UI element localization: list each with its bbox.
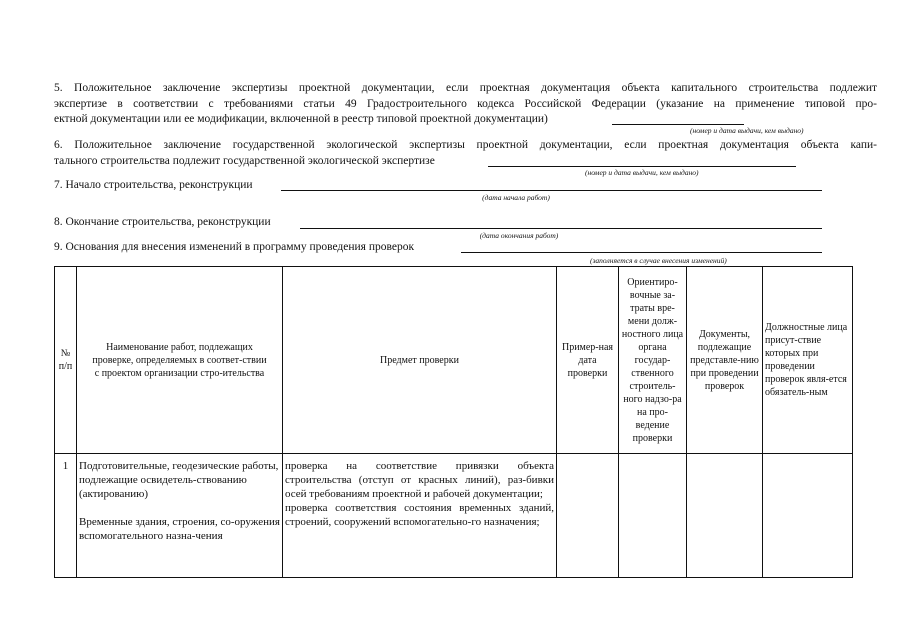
item9-label: 9. Основания для внесения изменений в программу проведения проверок	[54, 241, 415, 253]
row1-time-cell[interactable]	[619, 454, 687, 578]
header-subject: Предмет проверки	[283, 267, 557, 454]
row1-works	[77, 454, 283, 578]
row1-officials-cell[interactable]	[763, 454, 853, 578]
item6-blank-line[interactable]	[488, 166, 796, 167]
item9-blank-line[interactable]	[461, 252, 822, 253]
item5-line2: экспертизе в соответствии с требованиями статьи 49 Градостроительного кодекса Российской Федерации (указание на применение типовой про-	[54, 98, 877, 110]
item9-caption: (заполняется в случае внесения изменений)	[590, 256, 727, 265]
header-date: Пример-ная дата проверки	[557, 267, 619, 454]
row1-num: 1	[55, 454, 77, 578]
row1-docs-cell[interactable]	[687, 454, 763, 578]
row1-subject-binding: проверка на соответствие привязки объекта строительства (отступ от красных линий), раз-бивки осей требованиям проектной и рабочей документации;	[285, 460, 554, 500]
row1-subject-temporary: проверка соответствия состояния временных зданий, строений, сооружений вспомогательно-го назначения;	[285, 502, 554, 528]
header-num: № п/п	[55, 267, 77, 454]
header-time-costs: Ориентиро-вочные за-траты вре-мени долж-ностного лица органа государ-ственного строитель-ного надзо-ра на про-ведение проверки	[619, 267, 687, 454]
header-works: Наименование работ, подлежащих проверке, определяемых в соответ-ствии с проектом организации стро-ительства	[77, 267, 283, 454]
item5-line1: 5. Положительное заключение экспертизы проектной документации, если проектная документация объекта капитального строительства подлежит	[54, 82, 877, 94]
item6-line2: тального строительства подлежит государственной экологической экспертизе	[54, 155, 435, 167]
item5-caption: (номер и дата выдачи, кем выдано)	[690, 126, 804, 135]
header-officials: Должностные лица присут-ствие которых при проведении проверок явля-ется обязатель-ным	[763, 267, 853, 454]
row1-subject	[283, 454, 557, 578]
row1-works-temporary: Временные здания, строения, со-оружения вспомогательного назна-чения	[79, 516, 280, 542]
row1-works-prep: Подготовительные, геодезические работы, подлежащие освидетель-ствованию (актированию)	[79, 460, 279, 500]
item8-caption: (дата окончания работ)	[479, 231, 559, 240]
header-documents: Документы, подлежащие представле-нию при проведении проверок	[687, 267, 763, 454]
item7-label: 7. Начало строительства, реконструкции	[54, 179, 253, 191]
item5-blank-line[interactable]	[612, 124, 744, 125]
item5-line3: ектной документации или ее модификации, включенной в реестр типовой проектной документации)	[54, 113, 548, 125]
item6-line1: 6. Положительное заключение государственной экологической экспертизы проектной документации, если проектная документация объекта капи-	[54, 139, 877, 151]
inspection-table	[54, 266, 853, 578]
item7-caption: (дата начала работ)	[482, 193, 550, 202]
table-row	[55, 454, 853, 578]
row1-date-cell[interactable]	[557, 454, 619, 578]
item6-caption: (номер и дата выдачи, кем выдано)	[585, 168, 699, 177]
item7-blank-line[interactable]	[281, 190, 822, 191]
table-header-row	[55, 267, 853, 454]
item8-label: 8. Окончание строительства, реконструкции	[54, 216, 271, 228]
item8-blank-line[interactable]	[300, 228, 822, 229]
